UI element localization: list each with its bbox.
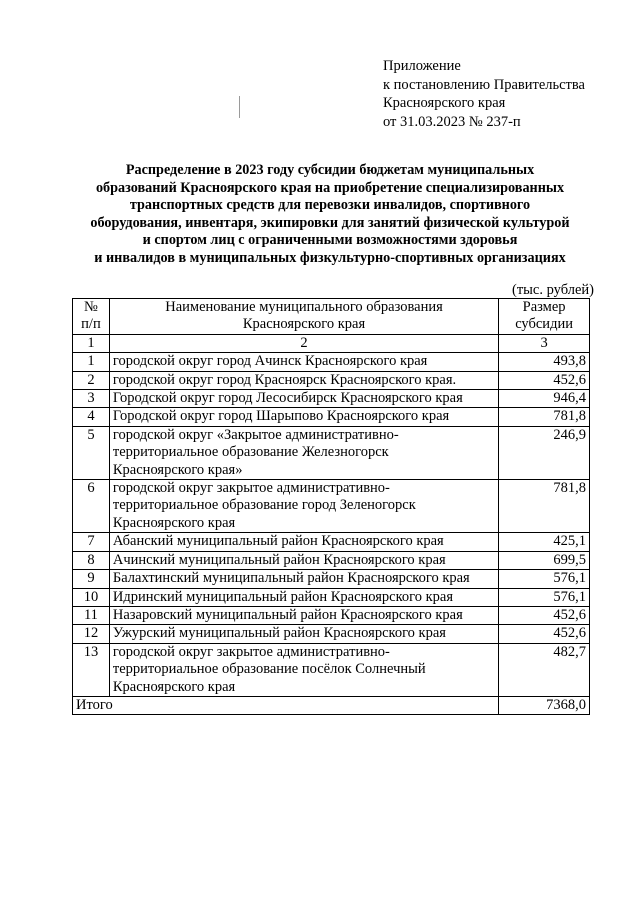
municipality-name-line: городской округ закрытое административно- bbox=[112, 480, 390, 497]
municipality-name bbox=[109, 643, 498, 696]
municipality-name-line: городской округ город Ачинск Красноярского края bbox=[112, 353, 428, 370]
row-number: 9 bbox=[73, 570, 110, 588]
row-number: 13 bbox=[73, 643, 110, 696]
municipality-name bbox=[109, 480, 498, 533]
header-name: Наименование муниципального образования Красноярского края bbox=[109, 299, 498, 335]
total-row bbox=[73, 696, 590, 714]
subsidy-amount: 699,5 bbox=[499, 551, 590, 569]
appendix-line: Приложение bbox=[383, 58, 461, 74]
row-number: 8 bbox=[73, 551, 110, 569]
municipality-name bbox=[109, 353, 498, 371]
row-number: 1 bbox=[73, 353, 110, 371]
municipality-name bbox=[109, 606, 498, 624]
municipality-name bbox=[109, 390, 498, 408]
municipality-name-line: территориальное образование Железногорск bbox=[112, 444, 389, 461]
table-row bbox=[73, 533, 590, 551]
header-num: № п/п bbox=[73, 299, 110, 335]
municipality-name bbox=[109, 408, 498, 426]
municipality-name-line: Назаровский муниципальный район Красноярского края bbox=[112, 606, 463, 623]
subsidy-amount: 246,9 bbox=[499, 426, 590, 479]
header-amount: Размер субсидии bbox=[499, 299, 590, 335]
document-title bbox=[62, 162, 598, 268]
title-line: и инвалидов в муниципальных физкультурно-спортивных организациях bbox=[94, 249, 566, 266]
table-row bbox=[73, 353, 590, 371]
title-line: и спортом лиц с ограниченными возможностями здоровья bbox=[142, 232, 518, 249]
municipality-name-line: городской округ город Красноярск Красноярского края. bbox=[112, 371, 457, 388]
subsidy-amount: 781,8 bbox=[499, 480, 590, 533]
appendix-line: Красноярского края bbox=[383, 95, 506, 111]
municipality-name-line: Ачинский муниципальный район Красноярского края bbox=[112, 551, 446, 568]
table-header-row bbox=[73, 299, 590, 335]
municipality-name-line: городской округ «Закрытое административно- bbox=[112, 426, 399, 443]
row-number: 4 bbox=[73, 408, 110, 426]
title-line: Распределение в 2023 году субсидии бюджетам муниципальных bbox=[125, 162, 535, 178]
row-number: 2 bbox=[73, 371, 110, 389]
column-index: 2 bbox=[109, 334, 498, 352]
municipality-name-line: Ужурский муниципальный район Красноярского края bbox=[112, 625, 446, 642]
municipality-name-line: территориальное образование город Зеленогорск bbox=[112, 497, 416, 514]
scan-mark bbox=[239, 96, 240, 118]
title-line: оборудования, инвентаря, экипировки для занятий физической культурой bbox=[90, 214, 570, 231]
subsidy-amount: 576,1 bbox=[499, 588, 590, 606]
municipality-name bbox=[109, 533, 498, 551]
subsidy-amount: 425,1 bbox=[499, 533, 590, 551]
table-row bbox=[73, 570, 590, 588]
subsidy-amount: 452,6 bbox=[499, 625, 590, 643]
municipality-name-line: Идринский муниципальный район Красноярского края bbox=[112, 588, 454, 605]
municipality-name-line: Красноярского края bbox=[112, 678, 236, 695]
table-row bbox=[73, 643, 590, 696]
row-number: 3 bbox=[73, 390, 110, 408]
appendix-line: от 31.03.2023 № 237-п bbox=[383, 113, 521, 130]
table-row bbox=[73, 588, 590, 606]
municipality-name-line: территориальное образование посёлок Солнечный bbox=[112, 661, 426, 678]
municipality-name bbox=[109, 570, 498, 588]
table-row bbox=[73, 371, 590, 389]
municipality-name-line: Красноярского края» bbox=[112, 461, 243, 478]
row-number: 5 bbox=[73, 426, 110, 479]
subsidy-amount: 946,4 bbox=[499, 390, 590, 408]
subsidy-amount: 493,8 bbox=[499, 353, 590, 371]
row-number: 10 bbox=[73, 588, 110, 606]
subsidy-amount: 482,7 bbox=[499, 643, 590, 696]
row-number: 11 bbox=[73, 606, 110, 624]
total-amount: 7368,0 bbox=[499, 696, 590, 714]
title-line: транспортных средств для перевозки инвалидов, спортивного bbox=[129, 197, 531, 214]
appendix-line: к постановлению Правительства bbox=[383, 76, 585, 93]
total-label: Итого bbox=[73, 696, 499, 714]
table-row bbox=[73, 480, 590, 533]
table-row bbox=[73, 426, 590, 479]
subsidy-amount: 781,8 bbox=[499, 408, 590, 426]
municipality-name-line: Абанский муниципальный район Красноярского края bbox=[112, 533, 444, 550]
subsidy-amount: 452,6 bbox=[499, 371, 590, 389]
column-index: 1 bbox=[73, 334, 110, 352]
table-row bbox=[73, 390, 590, 408]
row-number: 12 bbox=[73, 625, 110, 643]
row-number: 6 bbox=[73, 480, 110, 533]
municipality-name-line: Балахтинский муниципальный район Красноярского края bbox=[112, 570, 470, 587]
table-row bbox=[73, 625, 590, 643]
municipality-name-line: Городской округ город Шарыпово Красноярского края bbox=[112, 408, 450, 425]
subsidy-amount: 452,6 bbox=[499, 606, 590, 624]
table-row bbox=[73, 606, 590, 624]
table-row bbox=[73, 551, 590, 569]
municipality-name bbox=[109, 551, 498, 569]
appendix-block bbox=[383, 57, 585, 131]
table-row bbox=[73, 408, 590, 426]
column-index: 3 bbox=[499, 334, 590, 352]
municipality-name-line: Городской округ город Лесосибирск Красноярского края bbox=[112, 390, 463, 407]
row-number: 7 bbox=[73, 533, 110, 551]
municipality-name-line: Красноярского края bbox=[112, 514, 236, 531]
column-index-row bbox=[73, 334, 590, 352]
subsidy-amount: 576,1 bbox=[499, 570, 590, 588]
title-line: образований Красноярского края на приобретение специализированных bbox=[95, 179, 565, 196]
municipality-name bbox=[109, 426, 498, 479]
subsidy-table bbox=[72, 298, 590, 715]
municipality-name-line: городской округ закрытое административно- bbox=[112, 643, 390, 660]
units-label: (тыс. рублей) bbox=[512, 282, 594, 298]
municipality-name bbox=[109, 371, 498, 389]
municipality-name bbox=[109, 588, 498, 606]
municipality-name bbox=[109, 625, 498, 643]
